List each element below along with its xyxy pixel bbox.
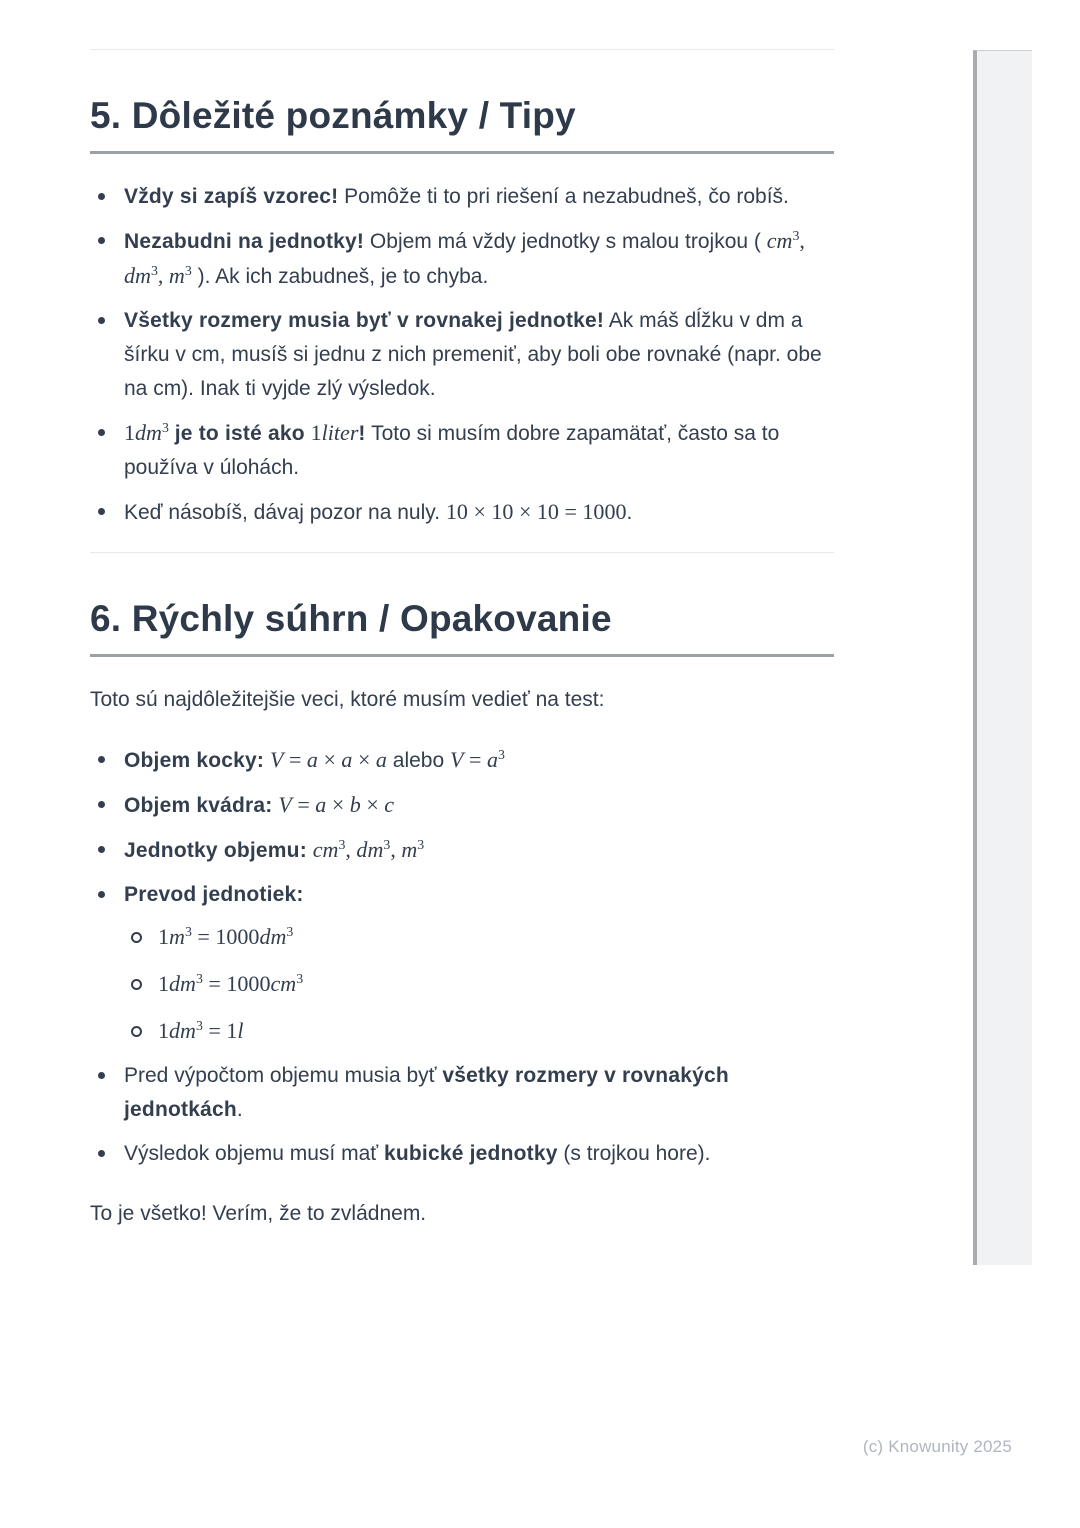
math-text: 3 (338, 836, 346, 852)
list-item (90, 743, 834, 778)
math-text: dm (259, 923, 287, 949)
copyright-footer: (c) Knowunity 2025 (862, 1437, 1012, 1456)
sub-list-item (124, 1014, 834, 1049)
section-notes-title-rule (90, 151, 834, 154)
bold-text: Všetky rozmery musia byť v rovnakej jednotke! (124, 308, 605, 332)
list-item (90, 180, 834, 214)
plain-text: alebo (386, 748, 450, 772)
math-text: cm (270, 970, 297, 996)
math-text: 1 (158, 970, 170, 996)
math-text: 1 (124, 419, 136, 445)
math-text: 3 (161, 419, 169, 435)
math-text: a (306, 746, 318, 772)
bold-text: Objem kvádra: (124, 793, 273, 817)
plain-text: Objem má vždy jednotky s malou trojkou ( (364, 229, 767, 253)
math-text: = (463, 746, 487, 772)
section-notes (90, 92, 834, 530)
math-text: b (349, 791, 361, 817)
list-item (90, 833, 834, 868)
math-text: c (384, 791, 395, 817)
content-column (90, 0, 834, 1231)
bold-text: je to isté ako (174, 421, 305, 445)
bold-text: ! (358, 421, 366, 445)
section-notes-title: 5. Dôležité poznámky / Tipy (90, 95, 576, 136)
top-divider (90, 49, 834, 50)
math-text: 3 (383, 836, 391, 852)
math-text: V (269, 746, 284, 772)
math-text: 1 (158, 923, 170, 949)
list-item (90, 1137, 834, 1171)
list-item (90, 304, 834, 406)
bold-text: Jednotky objemu: (124, 838, 307, 862)
math-text: dm (124, 262, 151, 288)
math-text: 3 (195, 970, 203, 986)
notes-bullet-list (90, 180, 834, 530)
math-text: = 1000 (191, 923, 260, 949)
math-text: × (352, 746, 376, 772)
math-text: m (169, 923, 185, 949)
math-text: , (345, 836, 357, 862)
math-text: V (450, 746, 464, 772)
math-text: liter (321, 419, 359, 445)
math-text: 3 (792, 227, 800, 243)
list-item (90, 878, 834, 1049)
math-text: 3 (195, 1017, 203, 1033)
plain-text: Toto si musím dobre zapamätať, často sa to používa v úlohách. (124, 421, 780, 479)
list-item (90, 416, 834, 485)
sub-list-item (124, 920, 834, 955)
plain-text: Výsledok objemu musí mať (124, 1141, 384, 1165)
section-summary-title-rule (90, 654, 834, 657)
summary-intro: Toto sú najdôležitejšie veci, ktoré musím vedieť na test: (90, 687, 605, 711)
bold-text: kubické jednotky (383, 1141, 558, 1165)
math-text: 3 (184, 923, 192, 939)
math-text: × (326, 791, 350, 817)
math-text: , (157, 262, 169, 288)
math-text: a (375, 746, 387, 772)
plain-text: . (236, 1097, 243, 1121)
math-text: 1 (310, 419, 322, 445)
math-text: , (390, 836, 402, 862)
closing-text: To je všetko! Verím, že to zvládnem. (90, 1201, 427, 1225)
plain-text: ). Ak ich zabudneš, je to chyba. (191, 264, 489, 288)
math-text: 1 (158, 1017, 170, 1043)
math-text: dm (169, 1017, 196, 1043)
bold-text: Objem kocky: (124, 748, 265, 772)
section-summary (90, 595, 834, 1231)
math-text: 3 (497, 746, 505, 762)
math-text: , (799, 227, 805, 253)
math-text: 3 (417, 836, 425, 852)
plain-text: Keď násobíš, dávaj pozor na nuly. (124, 500, 446, 524)
plain-text: Ak máš dĺžku v dm a šírku v cm, musíš si jednu z nich premeniť, aby boli obe rovnaké (napr. obe na cm). Inak ti vyjde zlý výsledok. (124, 308, 822, 400)
math-text: dm (356, 836, 384, 862)
list-item (90, 1059, 834, 1127)
section-summary-title: 6. Rýchly súhrn / Opakovanie (90, 597, 612, 639)
bold-text: všetky rozmery v rovnakých jednotkách (124, 1063, 729, 1121)
math-text: = (283, 746, 307, 772)
math-text: 3 (296, 970, 304, 986)
sub-bullet-list (124, 920, 834, 1049)
math-text: cm (312, 836, 339, 862)
math-text: 3 (150, 262, 158, 278)
list-item (90, 224, 834, 294)
list-item (90, 788, 834, 823)
math-text: = (291, 791, 316, 817)
bold-text: Nezabudni na jednotky! (124, 229, 365, 253)
list-item (90, 495, 834, 530)
math-text: 3 (286, 923, 294, 939)
math-text: × (317, 746, 342, 772)
math-text: m (401, 836, 418, 862)
math-text: = 1000 (202, 970, 271, 996)
math-text: a (486, 746, 498, 772)
math-text: 3 (184, 262, 192, 278)
mid-divider (90, 552, 834, 553)
summary-bullet-list (90, 743, 834, 1171)
math-text: dm (169, 970, 196, 996)
plain-text: (s trojkou hore). (557, 1141, 711, 1165)
math-text: 10 × 10 × 10 = 1000 (445, 498, 627, 524)
math-text: cm (766, 227, 793, 253)
plain-text: Pomôže ti to pri riešení a nezabudneš, čo robíš. (338, 184, 789, 208)
math-text: l (237, 1017, 244, 1043)
sub-list-item (124, 967, 834, 1002)
math-text: a (341, 746, 353, 772)
math-text: V (278, 791, 292, 817)
math-text: dm (135, 419, 162, 445)
math-text: a (315, 791, 327, 817)
plain-text: Pred výpočtom objemu musia byť (124, 1063, 443, 1087)
bold-text: Prevod jednotiek: (124, 882, 304, 906)
math-text: = 1 (202, 1017, 238, 1043)
math-text: m (168, 262, 185, 288)
math-text: × (360, 791, 385, 817)
plain-text: . (626, 500, 633, 524)
bold-text: Vždy si zapíš vzorec! (124, 184, 339, 208)
next-page-edge-strip (973, 50, 1032, 1265)
